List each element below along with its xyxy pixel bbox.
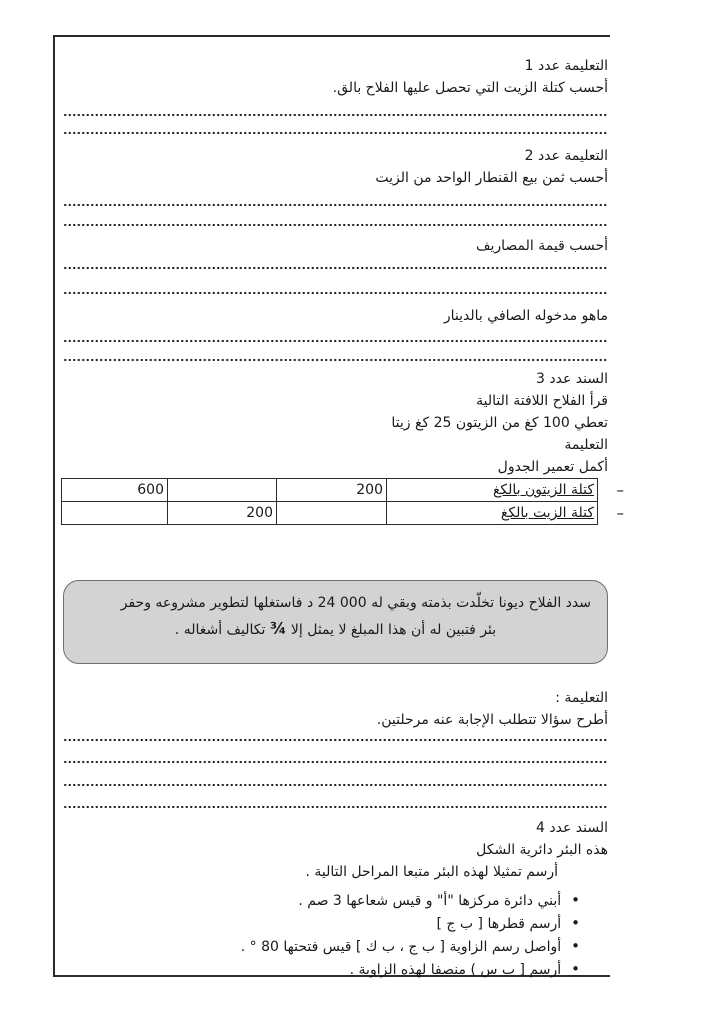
bullet-icon: • [571, 891, 580, 909]
row-label-olives-mass: كتلة الزيتون بالكغ [387, 479, 598, 502]
row-label-oil-mass: كتلة الزيت بالكغ [387, 502, 598, 525]
section2-title: التعليمة عدد 2 [524, 148, 608, 164]
answer-dotted-line [63, 337, 608, 343]
answer-dotted-line [63, 289, 608, 295]
document4-line-2: أرسم تمثيلا لهذه البئر متبعا المراحل التالية . [305, 864, 558, 880]
note-line-2 [80, 616, 591, 643]
step-text: أواصل رسم الزاوية [ ب ج ، ب ك ] قيس فتحتها 80 ° . [240, 939, 562, 955]
bullet-icon: • [571, 960, 580, 978]
row-dash-marker: – [616, 481, 624, 499]
answer-dotted-line [63, 356, 608, 362]
answer-dotted-line [63, 201, 608, 207]
answer-dotted-line [63, 781, 608, 787]
step-item [63, 935, 608, 958]
answer-dotted-line [63, 736, 608, 742]
document3-sign-text: تعطي 100 كغ من الزيتون 25 كغ زيتا [391, 415, 608, 431]
table-cell: 200 [277, 479, 387, 502]
page-frame [53, 35, 624, 978]
step-item [63, 958, 608, 981]
answer-dotted-line [63, 264, 608, 270]
step-item [63, 889, 608, 912]
section4-instruction: أطرح سؤالا تتطلب الإجابة عنه مرحلتين. [376, 712, 608, 728]
answer-dotted-line [63, 803, 608, 809]
note-line-2-text: بئر فتبين له أن هذا المبلغ لا يمثل إلا [286, 622, 497, 638]
answer-dotted-line [63, 758, 608, 764]
section1-instruction: أحسب كتلة الزيت التي تحصل عليها الفلاح بالق. [332, 80, 608, 96]
table-row [62, 479, 598, 502]
note-line-2-end: تكاليف أشغاله . [174, 622, 270, 638]
row-dash-marker: – [616, 504, 624, 522]
step-text: أبني دائرة مركزها "أ" و قيس شعاعها 3 صم . [298, 893, 562, 909]
situation-note-box [63, 580, 608, 664]
document3-title: السند عدد 3 [536, 371, 608, 387]
step-item [63, 912, 608, 935]
table-cell [168, 479, 277, 502]
document3-instruction-label: التعليمة [564, 437, 608, 453]
table-cell: 600 [62, 479, 168, 502]
bullet-icon: • [571, 937, 580, 955]
bullet-icon: • [571, 914, 580, 932]
answer-dotted-line [63, 221, 608, 227]
answer-dotted-line [63, 129, 608, 135]
table-cell [277, 502, 387, 525]
document3-line-1: قرأ الفلاح اللافتة التالية [476, 393, 608, 409]
section2-instruction-2: أحسب قيمة المصاريف [475, 238, 608, 254]
step-text: أرسم قطرها [ ب ج ] [436, 916, 562, 932]
document3-instruction: أكمل تعمير الجدول [497, 459, 608, 475]
proportion-table-wrap [63, 478, 624, 525]
section1-title: التعليمة عدد 1 [524, 58, 608, 74]
section2-instruction-3: ماهو مدخوله الصافي بالدينار [443, 308, 608, 324]
note-line-1: سدد الفلاح ديونا تخلّدت بذمته وبقي له 24 000 د فاستغلها لتطوير مشروعه وحفر [120, 595, 591, 611]
document4-line-1: هذه البئر دائرية الشكل [476, 842, 608, 858]
proportion-table [61, 478, 598, 525]
step-text: أرسم [ ب س ) منصفا لهذه الزاوية . [349, 962, 562, 978]
table-cell: 200 [168, 502, 277, 525]
section4-title: التعليمة : [555, 690, 608, 706]
document4-title: السند عدد 4 [536, 820, 608, 836]
table-cell [62, 502, 168, 525]
section2-instruction-1: أحسب ثمن بيع القنطار الواحد من الزيت [375, 170, 608, 186]
answer-dotted-line [63, 111, 608, 117]
table-row [62, 502, 598, 525]
three-quarters-fraction: ¾ [269, 619, 287, 638]
